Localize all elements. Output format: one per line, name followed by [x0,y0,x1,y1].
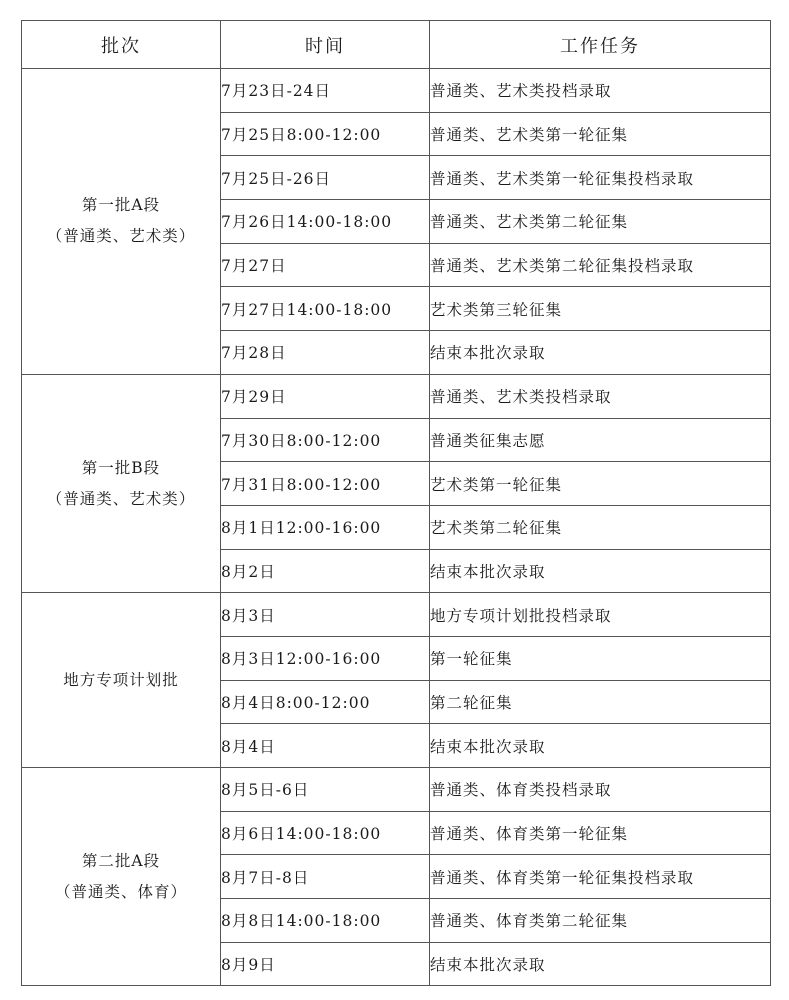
time-cell: 8月4日 [221,724,430,768]
batch-cell-local-special [22,593,221,768]
task-cell: 普通类、体育类第一轮征集 [430,811,771,855]
task-cell: 普通类、艺术类第一轮征集 [430,112,771,156]
task-cell: 地方专项计划批投档录取 [430,593,771,637]
batch-cell-first-b [22,374,221,592]
header-task: 工作任务 [430,21,771,69]
header-batch: 批次 [22,21,221,69]
time-cell: 8月3日 [221,593,430,637]
time-cell: 7月26日14:00-18:00 [221,200,430,244]
time-cell: 7月27日14:00-18:00 [221,287,430,331]
task-cell: 普通类、艺术类第二轮征集 [430,200,771,244]
task-cell: 艺术类第三轮征集 [430,287,771,331]
batch-category: （普通类、艺术类） [46,227,196,246]
task-cell: 普通类、艺术类第一轮征集投档录取 [430,156,771,200]
header-time: 时间 [221,21,430,69]
time-cell: 7月31日8:00-12:00 [221,462,430,506]
batch-category: （普通类、艺术类） [46,489,196,508]
header-row [22,21,771,69]
batch-name: 第二批A段 [81,851,161,870]
task-cell: 结束本批次录取 [430,724,771,768]
task-cell: 普通类、艺术类投档录取 [430,69,771,113]
batch-name: 第一批A段 [81,196,161,215]
time-cell: 7月27日 [221,243,430,287]
time-cell: 7月30日8:00-12:00 [221,418,430,462]
task-cell: 普通类、体育类第二轮征集 [430,899,771,943]
time-cell: 7月25日8:00-12:00 [221,112,430,156]
task-cell: 艺术类第一轮征集 [430,462,771,506]
task-cell: 结束本批次录取 [430,549,771,593]
task-cell: 结束本批次录取 [430,331,771,375]
task-cell: 结束本批次录取 [430,942,771,986]
time-cell: 8月2日 [221,549,430,593]
task-cell: 普通类、体育类第一轮征集投档录取 [430,855,771,899]
table-row [22,69,771,113]
table-row [22,593,771,637]
task-cell: 第二轮征集 [430,680,771,724]
task-cell: 普通类、艺术类投档录取 [430,374,771,418]
time-cell: 8月5日-6日 [221,768,430,812]
time-cell: 8月7日-8日 [221,855,430,899]
time-cell: 7月25日-26日 [221,156,430,200]
batch-name: 地方专项计划批 [63,670,179,689]
task-cell: 第一轮征集 [430,636,771,680]
time-cell: 8月1日12:00-16:00 [221,505,430,549]
admission-schedule-table [21,20,771,986]
time-cell: 8月6日14:00-18:00 [221,811,430,855]
time-cell: 8月8日14:00-18:00 [221,899,430,943]
task-cell: 普通类征集志愿 [430,418,771,462]
time-cell: 7月28日 [221,331,430,375]
time-cell: 8月9日 [221,942,430,986]
time-cell: 7月23日-24日 [221,69,430,113]
batch-cell-second-a [22,768,221,986]
time-cell: 8月4日8:00-12:00 [221,680,430,724]
table-row [22,374,771,418]
task-cell: 普通类、体育类投档录取 [430,768,771,812]
batch-category: （普通类、体育） [54,882,187,901]
task-cell: 普通类、艺术类第二轮征集投档录取 [430,243,771,287]
batch-cell-first-a [22,69,221,375]
batch-name: 第一批B段 [81,458,161,477]
task-cell: 艺术类第二轮征集 [430,505,771,549]
time-cell: 7月29日 [221,374,430,418]
time-cell: 8月3日12:00-16:00 [221,636,430,680]
table-row [22,768,771,812]
